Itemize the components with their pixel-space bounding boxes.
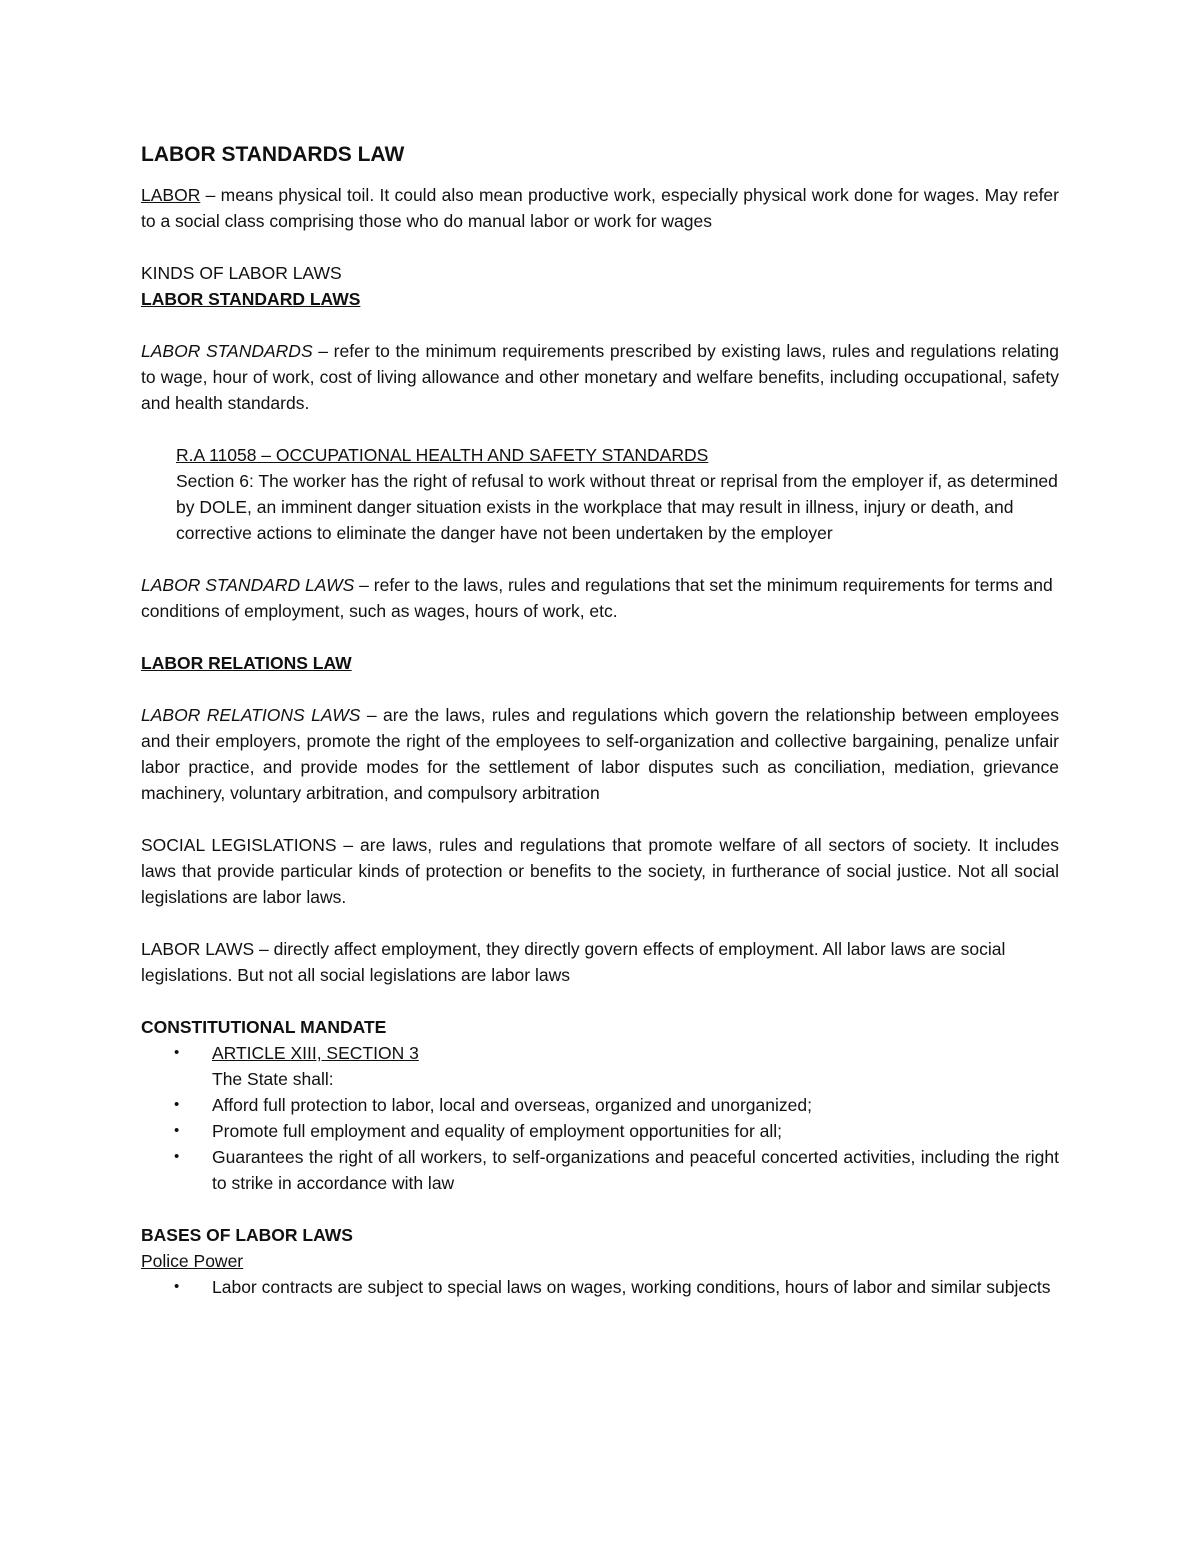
document-body	[141, 140, 1059, 1300]
labor-standard-laws-term: LABOR STANDARD LAWS	[141, 575, 355, 595]
list-item	[141, 1040, 1059, 1092]
labor-relations-text: – are the laws, rules and regulations which govern the relationship between employees and their employers, promote the right of the employees to self-organization and collective bargaining, penalize unfair labor practice, and provide modes for the settlement of labor disputes such as conciliation, mediation, grievance machinery, voluntary arbitration, and compulsory arbitration	[141, 705, 1059, 803]
constitutional-heading: CONSTITUTIONAL MANDATE	[141, 1017, 387, 1037]
bullet-icon: •	[174, 1278, 180, 1295]
ra-11058-text: Section 6: The worker has the right of refusal to work without threat or reprisal from the employer if, as determined by DOLE, an imminent danger situation exists in the workplace that may result in illness, injury or death, and corrective actions to eliminate the danger have not been undertaken by the employer	[176, 471, 1058, 543]
bullet-icon: •	[174, 1148, 180, 1165]
labor-relations-definition	[141, 702, 1059, 806]
list-item-text: Labor contracts are subject to special laws on wages, working conditions, hours of labor and similar subjects	[212, 1277, 1051, 1297]
list-item-text: Guarantees the right of all workers, to self-organizations and peaceful concerted activities, including the right to strike in accordance with law	[212, 1147, 1059, 1193]
list-item	[141, 1144, 1059, 1196]
relations-heading: LABOR RELATIONS LAW	[141, 653, 352, 673]
police-power-subheading: Police Power	[141, 1251, 244, 1271]
list-item-text: Afford full protection to labor, local and overseas, organized and unorganized;	[212, 1095, 812, 1115]
bullet-icon: •	[174, 1096, 180, 1113]
social-legislations-paragraph: SOCIAL LEGISLATIONS – are laws, rules and regulations that promote welfare of all sectors of society. It includes laws that provide particular kinds of protection or benefits to the society, in furtherance of social justice. Not all social legislations are labor laws.	[141, 835, 1059, 907]
list-item	[141, 1118, 1059, 1144]
bases-list	[141, 1274, 1059, 1300]
labor-term: LABOR	[141, 185, 201, 205]
labor-standards-definition	[141, 338, 1059, 416]
labor-standards-text: – refer to the minimum requirements prescribed by existing laws, rules and regulations relating to wage, hour of work, cost of living allowance and other monetary and welfare benefits, including occupational, safety and health standards.	[141, 341, 1060, 413]
kinds-heading: KINDS OF LABOR LAWS	[141, 263, 342, 283]
labor-definition-text: – means physical toil. It could also mean productive work, especially physical work done for wages. May refer to a social class comprising those who do manual labor or work for wages	[141, 185, 1059, 231]
labor-definition	[141, 182, 1059, 234]
constitutional-list	[141, 1040, 1059, 1196]
labor-standards-term: LABOR STANDARDS	[141, 341, 313, 361]
bullet-icon: •	[174, 1044, 180, 1061]
bullet-icon: •	[174, 1122, 180, 1139]
list-item	[141, 1092, 1059, 1118]
standard-laws-heading: LABOR STANDARD LAWS	[141, 289, 361, 309]
article-reference: ARTICLE XIII, SECTION 3	[212, 1043, 419, 1063]
ra-11058-heading: R.A 11058 – OCCUPATIONAL HEALTH AND SAFETY STANDARDS	[176, 445, 709, 465]
page-title: LABOR STANDARDS LAW	[141, 143, 405, 166]
labor-relations-term: LABOR RELATIONS LAWS	[141, 705, 361, 725]
ra-11058-block	[176, 442, 1059, 546]
labor-standard-laws-text: – refer to the laws, rules and regulations that set the minimum requirements for terms and conditions of employment, such as wages, hours of work, etc.	[141, 575, 1053, 621]
labor-standard-laws-definition	[141, 572, 1059, 624]
state-shall-text: The State shall:	[212, 1069, 334, 1089]
bases-heading: BASES OF LABOR LAWS	[141, 1225, 353, 1245]
labor-laws-paragraph: LABOR LAWS – directly affect employment, they directly govern effects of employment. All labor laws are social legislations. But not all social legislations are labor laws	[141, 939, 1006, 985]
list-item-text: Promote full employment and equality of employment opportunities for all;	[212, 1121, 783, 1141]
list-item	[141, 1274, 1059, 1300]
